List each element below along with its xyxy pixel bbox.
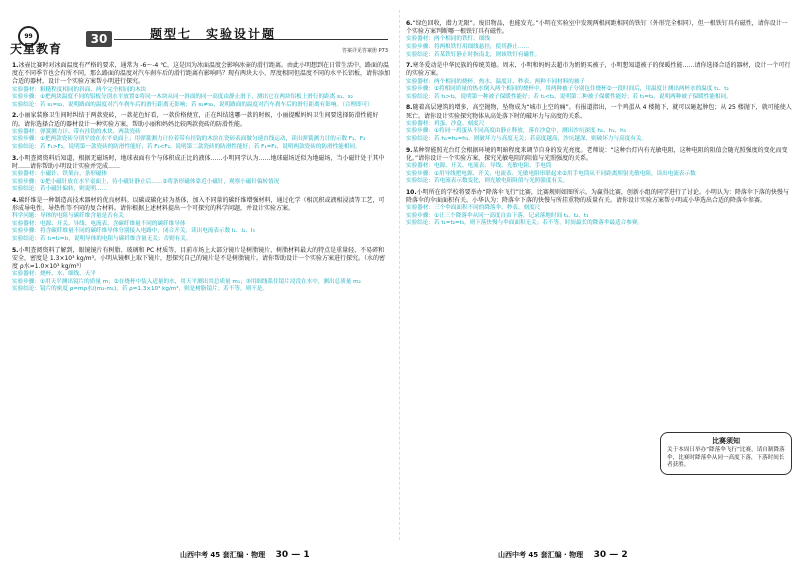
question-number: 5. (12, 246, 19, 254)
question-text (12, 112, 390, 128)
question-text (12, 247, 390, 272)
question-item (12, 155, 390, 194)
answer-line: 实验器材：两个相同的烧杯、热水、温度计、秒表、两种不同材料的被子 (406, 78, 586, 85)
answer-line: 实验结论：若 t₁>t₂，说明第一种被子保暖性能好；若 t₁<t₂，说明第二种被子保暖性能好；若 t₁=t₂，说明两种被子保暖性能相同。 (406, 93, 732, 100)
question-body: “绿色回收，潜力无限”。废旧物品，也能发光。”小明在实验室中发现两根间距相同的铁钉（外形完全相同），但一根铁钉具有磁性，请你设计一个实验方案判断哪一根铁钉具有磁性。 (406, 20, 788, 36)
question-text (12, 62, 390, 87)
question-text (12, 197, 390, 213)
logo-mark: 99 (18, 26, 39, 47)
question-item (12, 62, 390, 109)
question-text (406, 62, 792, 78)
right-page (400, 0, 800, 569)
answer-line: 实验结论：若 I₁=I₂=I₃，说明导体的电阻与碳纤维含量无关；否则有关。 (12, 235, 192, 242)
question-body: 随着高层建筑的增多，高空抛物，坠物成为“城市上空的痛”。有报道指出，一个鸡蛋从 4 楼抛下，就可以砸起肿包；从 25 楼抛下，就可能使人死亡。请你设计实验探究物体从高处落下时的破坏力与高度的关系。 (406, 104, 792, 120)
answer-line: 实验器材：小磁针、铁架台、条形磁体 (12, 170, 108, 177)
answer-line: 实验步骤：将两根铁钉用细线悬挂，使其静止…… (406, 44, 530, 50)
answer-line: 实验步骤：①将相同质量的热水倒入两个相同的烧杯中，用两种被子分别包住烧杯②一段时间后，用温度计测出两杯水的温度 t₁、t₂ (406, 86, 729, 93)
question-text (406, 104, 792, 120)
answer-line: 实验器材：粗糙程度相同的斜面、两个完全相同的木块 (12, 86, 147, 93)
question-item (12, 112, 390, 151)
question-number: 2. (12, 112, 19, 120)
question-body: 寒冬爱动是中华民族的传统美德。周末，小明和妈妈去超市为奶奶买被子，小明想知道被子的保暖性能……请你选择合适的器材，设计一个可行的实验方案。 (406, 62, 791, 78)
answer-line: 实验结论：镜片的密度 ρ=mρ水/(m₂-m₁)，若 ρ=1.3×10³ kg/m³，则是树脂镜片；若不等，则不是。 (12, 286, 268, 293)
footer-right (498, 551, 628, 559)
question-body: 碳纤维是一种制造高技术器材的优良材料。以碳或碳化硅为基体，加入不同量的碳纤维增强材料，通过化学（相沉积或液相浸渍等工艺，可形成导电性、导热性等不同的复合材料。请你根据上述材料提出一个可探究的科学问题，并设计实验方案。 (12, 196, 385, 212)
answer-line: 实验步骤：①将同一鸡蛋从不同高度由静止释放，落在沙盒中，测出沙坑深度 h₁、h₂、h₃ (406, 128, 626, 135)
footer-label: 山西中考 45 套汇编 · 物理 (498, 550, 584, 559)
answer-line: 实验器材：两个相同的铁钉、细线 (406, 36, 490, 43)
question-item (406, 62, 792, 101)
question-text (406, 147, 792, 163)
question-number: 6. (406, 20, 413, 27)
answer-line: 实验结论：若某铁钉静止时指南北，则该铁钉有磁性。 (406, 51, 541, 58)
question-body: 小明查阅资料后知道，根据无磁场时，地球表面有个与体积成正比的液体……小明同学认为……地球磁场近似为地磁场，当小磁针处于其中时……请你帮助小明设计实验并完成…… (12, 154, 385, 170)
question-body: 冰壶比赛时对冰面温度有严格的要求，通常为 -6～-4 ℃，这是因为冰面温度会影响冰壶的滑行距离。由此小明想到在日常生活中，路面的温度在不同季节也会有所不同，那么路面的温度对汽车刹车后的滑行距离有影响吗？现有两块大小、厚度相同但温度不同的水平长铝板，请你添加合适的器材，设计一个实验方案帮小明进行探究。 (12, 62, 391, 86)
answer-line: 实验结论：若电流表示数变化，则光敏电阻阻值与光照强度有关。 (406, 178, 569, 185)
question-number: 9. (406, 146, 413, 154)
right-question-column (406, 20, 792, 231)
question-item (406, 189, 792, 228)
question-item (406, 147, 792, 186)
answer-note: 答案详见答案册 P73 (342, 48, 388, 54)
answer-line: 实验器材：弹簧测力计、带有挂钩的木块、两款瓷砖 (12, 128, 141, 135)
answer-line: 实验步骤：①把小磁针放在水平桌面上，待小磁针静止后……②将条形磁体靠近小磁针，观察小磁针偏转情况 (12, 178, 280, 185)
answer-line: 实验器材：电源、开关、导线、电流表、含碳纤维量不同的碳纤维导体 (12, 220, 186, 227)
question-number: 10. (406, 188, 417, 196)
answer-line: 实验结论：若 h₁=h₂=h₃，则破坏力与高度无关；若高度越高，沙坑越深，则破坏力与高度有关。 (406, 135, 648, 142)
left-question-column (12, 62, 390, 297)
question-text (406, 189, 792, 205)
answer-line: 实验结论：若小磁针偏转，则说明…… (12, 186, 108, 193)
rule-box (660, 432, 792, 475)
question-item (12, 197, 390, 244)
page-title: 题型七 实验设计题 (150, 27, 277, 41)
answer-line: 实验器材：鸡蛋、沙盒、刻度尺 (406, 120, 485, 127)
question-number: 7. (406, 62, 413, 70)
question-number: 4. (12, 196, 19, 204)
answer-line: 实验步骤：①把两块温度不同的铝板分别水平放置②将同一木块从同一斜面的同一高度由静止滑下，测出它在两块铝板上滑行的距离 s₁、s₂ (12, 94, 353, 101)
question-text (406, 20, 792, 36)
answer-line: 科学问题：导体的电阻与碳纤维含量是否有关 (12, 213, 124, 220)
brand-name: 天星教育 (10, 42, 63, 56)
answer-line: 实验步骤：①把两款瓷砖分别平放在水平桌面上；用弹簧测力计拉着带有挂钩的木块在瓷砖表面做匀速直线运动，读出弹簧测力计的示数 F₁、F₂ (12, 136, 366, 143)
answer-line: 实验器材：电源、开关、电流表、导线、光敏电阻、手电筒 (406, 162, 552, 169)
question-body: 某种智能照光台灯会根据环境的明暗程度来调节自身的发光亮度。老师说：“这种台灯内有光敏电阻，这种电阻的阻值会随光照强度的变化而变化。”请你设计一个实验方案，探究光敏电阻的阻值与光照强度的关系。 (406, 146, 788, 162)
rule-box-body: 关于本周日举办“降落伞飞行”比赛，请自制降落伞，比赛时降落伞从同一高度下落，下落时间长者获胜。 (667, 447, 785, 469)
answer-line: 实验结论：若 t₁=t₂=t₃，则下落快慢与伞面面积无关；若不等，时间最长的降落伞最适合参赛。 (406, 220, 644, 227)
question-body: 小明查阅资料了解到，眼镜镜片有树脂、玻璃和 PC 材质等，目前市场上大部分镜片是树脂镜片，树脂材料最大的特点是重量轻、不易碎和安全，密度是 1.3×10³ kg/m³。小明从镜框上取下镜片，想探究自己的镜片是不是树脂镜片。请你帮助设计一个实验方案进行探究。（水的密度 ρ水=1.0×10³ kg/m³） (12, 246, 385, 270)
answer-line: 实验步骤：①让三个降落伞从同一高度自由下落，记录落地时间 t₁、t₂、t₃ (406, 212, 589, 219)
answer-line: 实验器材：三个伞面面积不同的降落伞、秒表、刻度尺 (406, 205, 541, 212)
question-item (12, 247, 390, 294)
set-number-badge: 30 (86, 31, 112, 47)
question-number: 8. (406, 104, 413, 112)
page-number: 30 — 2 (593, 549, 628, 560)
answer-line: 实验步骤：①用导线把电源、开关、电流表、光敏电阻串联起来②用手电筒从不同距离照射光敏电阻，读出电流表示数 (406, 170, 696, 177)
question-body: 小明所在的学校将要举办“降落伞飞行”比赛，比赛规则如图所示。为赢得比赛，创新小组的同学进行了讨论。小明认为：降落伞下落的快慢与降落伞的伞面面积有关。小华认为：降落伞下落的快慢与所挂重物的质量有关。请你设计实验方案帮小明或小华选出合适的降落伞参赛。 (406, 188, 789, 204)
answer-line: 实验步骤：①用天平测出镜片的质量 m；②在烧杯中装入适量的水，用天平测出其总质量 m₁；③用细线系住镜片浸没在水中，测出总质量 m₂ (12, 278, 361, 285)
page-number: 30 — 1 (275, 549, 310, 560)
question-body: 小丽家装修卫生间时纠结于两款瓷砖，一款花色好看，一款价格便宜，正在纠结选哪一款的时候，小丽提醒妈妈卫生间要选择防滑性能好的。请你选择合适的器材设计一种实验方案，帮助小丽和妈妈比较两款瓷砖的防滑性能。 (12, 112, 379, 128)
answer-line: 实验结论：若 s₁=s₂，说明路面的温度对汽车刹车后的滑行距离无影响；若 s₁≠s₂，说明路面的温度对汽车刹车后的滑行距离有影响。（合理即可） (12, 101, 373, 108)
footer-label: 山西中考 45 套汇编 · 物理 (180, 550, 266, 559)
rule-box-title: 比赛须知 (712, 437, 740, 445)
footer-left (180, 551, 310, 559)
answer-line: 实验器材：烧杯、水、细线、天平 (12, 271, 96, 278)
answer-line: 实验结论：若 F₁>F₂，说明第一款瓷砖的防滑性能好；若 F₁<F₂，说明第二款瓷砖的防滑性能好；若 F₁=F₂，说明两款瓷砖的防滑性能相同。 (12, 143, 361, 150)
question-item (406, 20, 792, 59)
question-item (406, 104, 792, 143)
question-number: 3. (12, 154, 19, 162)
question-number: 1. (12, 62, 19, 69)
answer-line: 实验步骤：将含碳纤维量不同的碳纤维导体分别接入电路中，闭合开关，读出电流表示数 I₁、I₂、I₃ (12, 228, 255, 235)
question-text (12, 155, 390, 171)
